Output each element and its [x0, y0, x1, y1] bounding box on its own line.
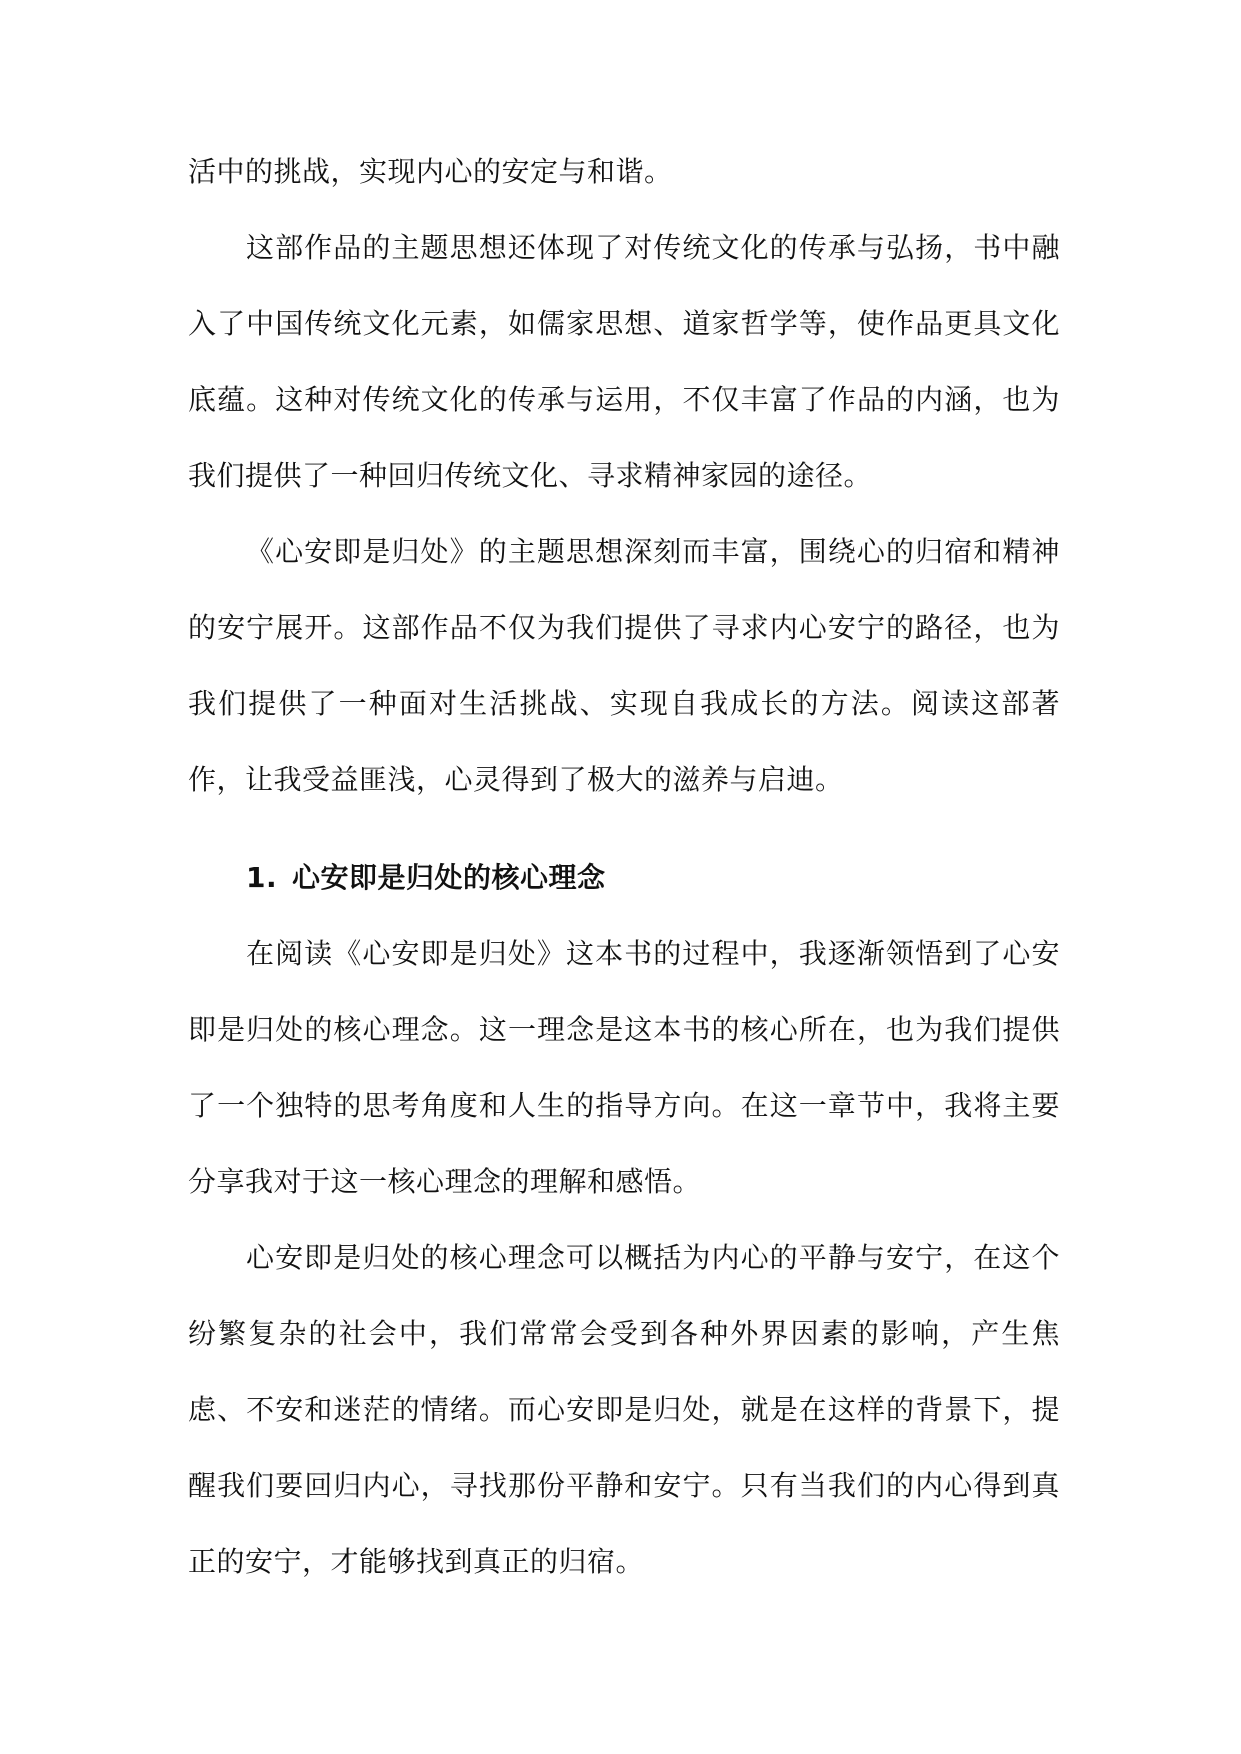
section-number: 1.: [246, 861, 278, 894]
paragraph-summary: 《心安即是归处》的主题思想深刻而丰富，围绕心的归宿和精神的安宁展开。这部作品不仅为我们提供了寻求内心安宁的路径，也为我们提供了一种面对生活挑战、实现自我成长的方法。阅读这部著作，让我受益匪浅，心灵得到了极大的滋养与启迪。: [188, 535, 1060, 796]
paragraph-tradition: 这部作品的主题思想还体现了对传统文化的传承与弘扬，书中融入了中国传统文化元素，如儒家思想、道家哲学等，使作品更具文化底蕴。这种对传统文化的传承与运用，不仅丰富了作品的内涵，也为我们提供了一种回归传统文化、寻求精神家园的途径。: [188, 231, 1060, 492]
document-body: [188, 134, 1060, 1600]
section-title: 心安即是归处的核心理念: [292, 861, 606, 894]
section-heading: [188, 840, 1060, 916]
paragraph-continuation: 活中的挑战，实现内心的安定与和谐。: [188, 155, 673, 188]
paragraph-core-idea-intro: 在阅读《心安即是归处》这本书的过程中，我逐渐领悟到了心安即是归处的核心理念。这一理念是这本书的核心所在，也为我们提供了一个独特的思考角度和人生的指导方向。在这一章节中，我将主要分享我对于这一核心理念的理解和感悟。: [188, 937, 1060, 1198]
paragraph-core-idea-detail: 心安即是归处的核心理念可以概括为内心的平静与安宁，在这个纷繁复杂的社会中，我们常常会受到各种外界因素的影响，产生焦虑、不安和迷茫的情绪。而心安即是归处，就是在这样的背景下，提醒我们要回归内心，寻找那份平静和安宁。只有当我们的内心得到真正的安宁，才能够找到真正的归宿。: [188, 1241, 1060, 1578]
